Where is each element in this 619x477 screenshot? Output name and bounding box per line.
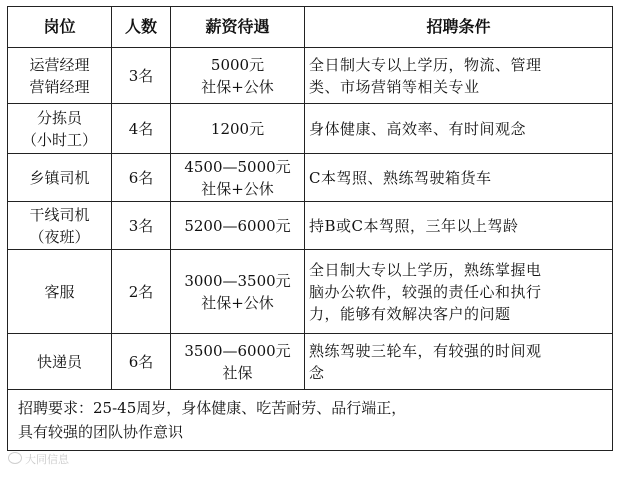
recruitment-table [7, 6, 613, 451]
table-header-row [8, 7, 613, 48]
header-salary: 薪资待遇 [171, 7, 305, 48]
salary-cell [171, 154, 305, 202]
requirement-line: 类、市场营销等相关专业 [309, 77, 480, 96]
salary-line: 5000元 [210, 55, 265, 74]
position-line: 乡镇司机 [29, 168, 90, 187]
count-cell: 3名 [112, 48, 171, 104]
salary-line: 社保+公休 [201, 293, 274, 312]
watermark-text: 大同信息 [25, 453, 69, 466]
watermark [8, 451, 69, 467]
position-cell [8, 154, 112, 202]
note-line: 具有较强的团队协作意识 [18, 423, 184, 441]
count-cell: 4名 [112, 104, 171, 154]
salary-line: 社保+公休 [201, 179, 274, 198]
requirement-line: 熟练驾驶三轮车，有较强的时间观 [309, 341, 542, 360]
count-cell: 6名 [112, 334, 171, 390]
position-line: 分拣员 [36, 108, 82, 127]
header-requirement: 招聘条件 [305, 7, 613, 48]
table-row [8, 202, 613, 250]
table-row [8, 250, 613, 334]
watermark-icon [8, 452, 22, 464]
requirement-cell [305, 334, 613, 390]
requirement-cell [305, 48, 613, 104]
position-line: （小时工） [21, 130, 97, 149]
position-line: （夜班） [29, 227, 90, 246]
salary-line: 4500—5000元 [184, 157, 291, 176]
position-cell [8, 334, 112, 390]
salary-line: 3000—3500元 [184, 271, 291, 290]
salary-cell [171, 104, 305, 154]
position-cell [8, 104, 112, 154]
position-line: 运营经理 [29, 55, 90, 74]
salary-line: 5200—6000元 [184, 216, 291, 235]
count-cell: 6名 [112, 154, 171, 202]
requirement-line: 身体健康、高效率、有时间观念 [309, 119, 527, 138]
table-row [8, 154, 613, 202]
position-line: 快递员 [36, 352, 82, 371]
count-cell: 3名 [112, 202, 171, 250]
table-row [8, 334, 613, 390]
table-row [8, 104, 613, 154]
requirement-line: 全日制大专以上学历，物流、管理 [309, 55, 542, 74]
table-row [8, 48, 613, 104]
requirement-line: 脑办公软件，较强的责任心和执行 [309, 282, 542, 301]
note-line: 招聘要求：25-45周岁，身体健康、吃苦耐劳、品行端正， [18, 399, 407, 417]
salary-line: 社保 [222, 363, 253, 382]
position-cell [8, 250, 112, 334]
recruitment-note [8, 390, 613, 451]
header-count: 人数 [112, 7, 171, 48]
requirement-cell [305, 104, 613, 154]
table-body [8, 48, 613, 390]
salary-cell [171, 202, 305, 250]
requirement-cell [305, 250, 613, 334]
requirement-line: 持B或C本驾照，三年以上驾龄 [309, 216, 519, 235]
requirement-cell [305, 154, 613, 202]
position-line: 干线司机 [29, 205, 90, 224]
header-position: 岗位 [8, 7, 112, 48]
position-cell [8, 48, 112, 104]
count-cell: 2名 [112, 250, 171, 334]
position-line: 营销经理 [29, 77, 90, 96]
position-cell [8, 202, 112, 250]
table-note-row [8, 390, 613, 451]
position-line: 客服 [44, 282, 75, 301]
salary-line: 3500—6000元 [184, 341, 291, 360]
salary-cell [171, 48, 305, 104]
salary-line: 1200元 [210, 119, 265, 138]
salary-line: 社保+公休 [201, 77, 274, 96]
requirement-line: C本驾照、熟练驾驶箱货车 [309, 168, 492, 187]
recruitment-sheet [7, 6, 612, 467]
salary-cell [171, 334, 305, 390]
requirement-line: 力，能够有效解决客户的问题 [309, 304, 511, 323]
requirement-line: 全日制大专以上学历，熟练掌握电 [309, 260, 542, 279]
requirement-cell [305, 202, 613, 250]
salary-cell [171, 250, 305, 334]
requirement-line: 念 [309, 363, 325, 382]
